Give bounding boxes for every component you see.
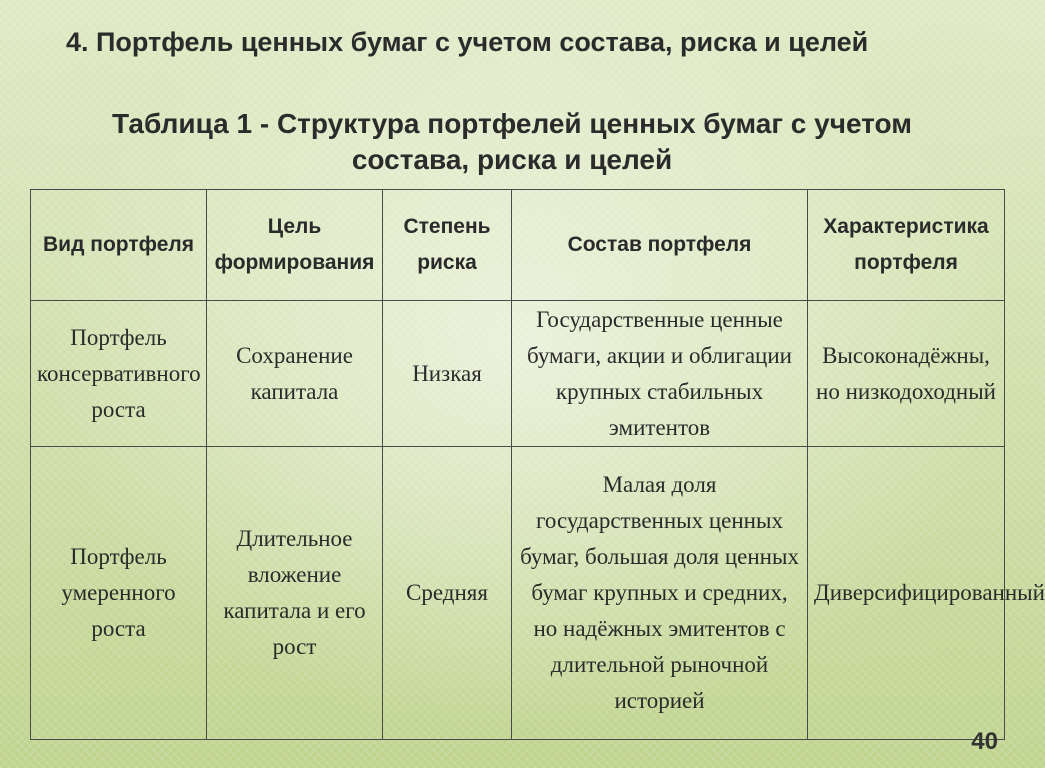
- header-portfolio-type: Вид портфеля: [31, 190, 207, 301]
- table-row: [31, 301, 1005, 447]
- table-caption: [0, 106, 1024, 178]
- cell-risk-level: Средняя: [383, 447, 512, 740]
- cell-portfolio-composition: Государственные ценные бумаги, акции и облигации крупных стабильных эмитентов: [512, 301, 808, 447]
- header-risk-level: Степень риска: [383, 190, 512, 301]
- table-caption-line-2: состава, риска и целей: [351, 144, 673, 175]
- cell-portfolio-characteristic: Диверсифицированный: [808, 447, 1005, 740]
- cell-risk-level: Низкая: [383, 301, 512, 447]
- cell-portfolio-type: Портфель консервативного роста: [31, 301, 207, 447]
- cell-portfolio-characteristic: Высоконадёжны, но низкодоходный: [808, 301, 1005, 447]
- slide-title: 4. Портфель ценных бумаг с учетом состава, риска и целей: [66, 27, 869, 57]
- table-caption-line-1: Таблица 1 - Структура портфелей ценных бумаг с учетом: [112, 108, 912, 139]
- table-header-row: [31, 190, 1005, 301]
- portfolio-structure-table: [30, 189, 1045, 740]
- page-number: 40: [971, 728, 998, 755]
- header-portfolio-composition: Состав портфеля: [512, 190, 808, 301]
- table-row: [31, 447, 1005, 740]
- cell-formation-goal: Сохранение капитала: [207, 301, 383, 447]
- cell-portfolio-composition: Малая доля государственных ценных бумаг, большая доля ценных бумаг крупных и средних, но надёжных эмитентов с длительной рыночной историей: [512, 447, 808, 740]
- cell-formation-goal: Длительное вложение капитала и его рост: [207, 447, 383, 740]
- header-portfolio-characteristic: Характеристика портфеля: [808, 190, 1005, 301]
- cell-portfolio-type: Портфель умеренного роста: [31, 447, 207, 740]
- header-formation-goal: Цель формирования: [207, 190, 383, 301]
